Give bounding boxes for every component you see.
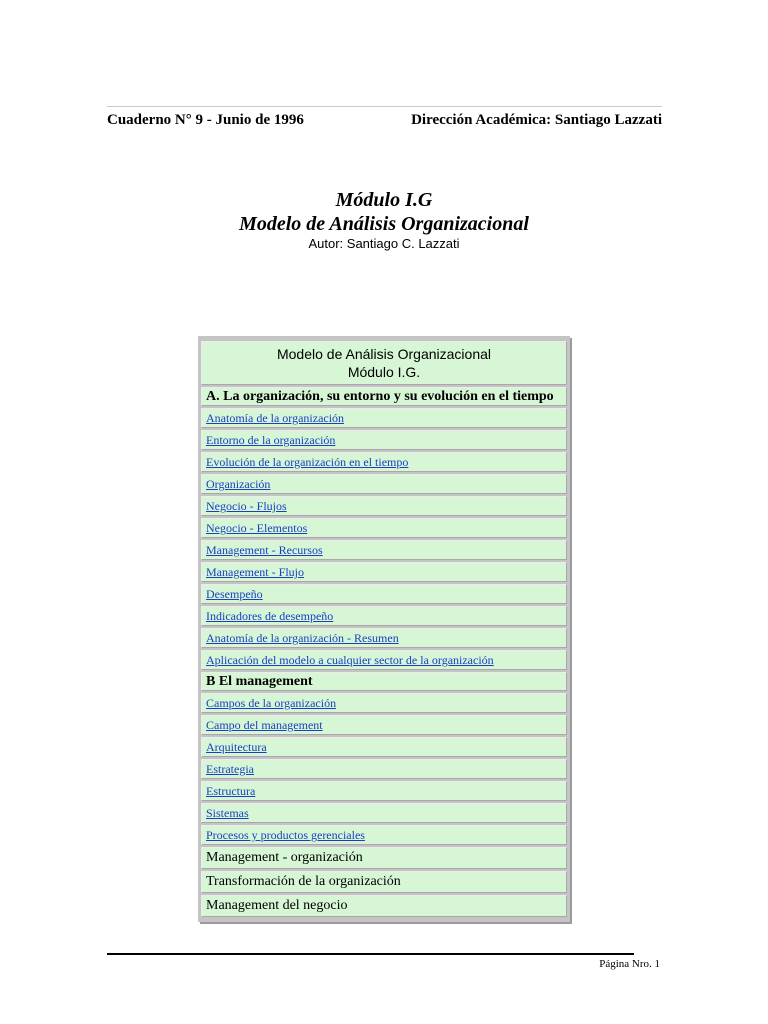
table-of-contents <box>198 336 570 922</box>
toc-row <box>201 803 567 823</box>
toc-row <box>201 408 567 428</box>
toc-row <box>201 825 567 845</box>
toc-link[interactable]: Sistemas <box>206 806 249 820</box>
toc-header <box>201 341 567 385</box>
top-divider <box>107 106 662 107</box>
toc-link[interactable]: Arquitectura <box>206 740 267 754</box>
header-issue: Cuaderno N° 9 - Junio de 1996 <box>107 112 304 128</box>
toc-header-module: Módulo I.G. <box>347 364 421 380</box>
toc-plain-item: Management - organización <box>201 847 567 869</box>
toc-link[interactable]: Campo del management <box>206 718 323 732</box>
toc-row <box>201 518 567 538</box>
toc-header-title: Modelo de Análisis Organizacional <box>276 346 491 362</box>
toc-link[interactable]: Estrategia <box>206 762 254 776</box>
toc-row <box>201 496 567 516</box>
toc-link[interactable]: Entorno de la organización <box>206 433 336 447</box>
toc-row <box>201 474 567 494</box>
toc-link[interactable]: Management - Recursos <box>206 543 323 557</box>
toc-row <box>201 540 567 560</box>
toc-row <box>201 430 567 450</box>
header-direction: Dirección Académica: Santiago Lazzati <box>411 112 662 128</box>
toc-section-b: B El management <box>201 672 567 691</box>
module-title: Módulo I.G <box>335 189 433 211</box>
toc-row <box>201 781 567 801</box>
toc-link[interactable]: Desempeño <box>206 587 263 601</box>
toc-section-a: A. La organización, su entorno y su evolución en el tiempo <box>201 387 567 406</box>
toc-link[interactable]: Negocio - Elementos <box>206 521 308 535</box>
toc-link[interactable]: Organización <box>206 477 271 491</box>
toc-row <box>201 693 567 713</box>
footer-divider <box>107 953 634 955</box>
page-number: Página Nro. 1 <box>599 958 660 970</box>
document-title: Modelo de Análisis Organizacional <box>239 213 529 235</box>
toc-link[interactable]: Evolución de la organización en el tiempo <box>206 455 409 469</box>
toc-row <box>201 737 567 757</box>
toc-row <box>201 452 567 472</box>
toc-row <box>201 759 567 779</box>
toc-link[interactable]: Anatomía de la organización <box>206 411 345 425</box>
title-block <box>0 188 768 252</box>
toc-plain-item: Transformación de la organización <box>201 871 567 893</box>
toc-row <box>201 628 567 648</box>
toc-row <box>201 606 567 626</box>
toc-link[interactable]: Negocio - Flujos <box>206 499 287 513</box>
toc-row <box>201 562 567 582</box>
toc-row <box>201 650 567 670</box>
toc-link[interactable]: Indicadores de desempeño <box>206 609 334 623</box>
toc-row <box>201 715 567 735</box>
toc-link[interactable]: Aplicación del modelo a cualquier sector de la organización <box>206 653 494 667</box>
toc-plain-item: Management del negocio <box>201 895 567 917</box>
toc-link[interactable]: Management - Flujo <box>206 565 304 579</box>
toc-link[interactable]: Estructura <box>206 784 256 798</box>
toc-link[interactable]: Campos de la organización <box>206 696 337 710</box>
toc-row <box>201 584 567 604</box>
author-line: Autor: Santiago C. Lazzati <box>308 236 460 251</box>
toc-link[interactable]: Anatomía de la organización - Resumen <box>206 631 399 645</box>
toc-link[interactable]: Procesos y productos gerenciales <box>206 828 365 842</box>
